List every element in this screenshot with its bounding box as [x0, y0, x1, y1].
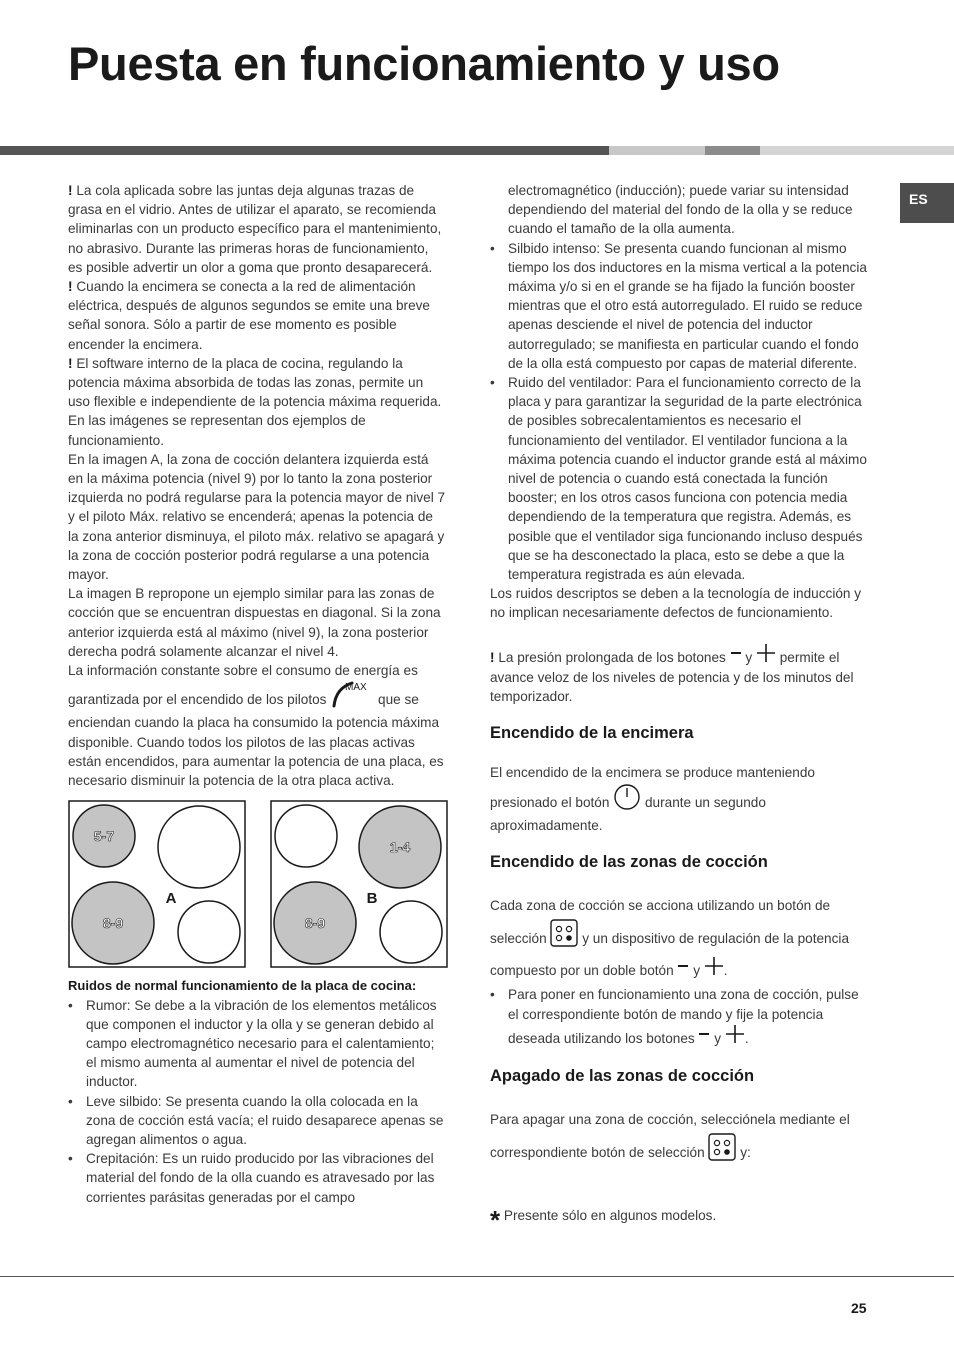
paragraph-text: Cuando la encimera se conecta a la red de alimentación eléctrica, después de algunos segundos se emite una breve señal sonora. Sólo a partir de ese momento es posible encender la encimera.	[68, 279, 430, 352]
paragraph-image-b: La imagen B repropone un ejemplo similar para las zonas de cocción que se encuentran dispuestas en diagonal. Si la zona anterior izquierda está al máximo (nivel 9), la zona posterior derecha podrá solamente alcanzar el nivel 4.	[68, 586, 441, 659]
paragraph-text: Para apagar una zona de cocción, selecciónela mediante el correspondiente botón de selección	[490, 1112, 850, 1161]
list-item: • Crepitación: Es un ruido producido por las vibraciones del material del fondo de la olla cuando es atravesado por las corrientes parásitas generadas por el campo	[68, 1149, 446, 1207]
noise-heading: Ruidos de normal funcionamiento de la placa de cocina:	[68, 978, 417, 994]
minus-icon	[730, 649, 742, 668]
header-bar-pale	[760, 146, 954, 155]
zone-rear-right	[158, 806, 240, 888]
paragraph-noise-close: Los ruidos descriptos se deben a la tecnología de inducción y no implican necesariamente defectos de funcionamiento.	[490, 586, 862, 621]
footnote	[490, 1205, 870, 1236]
zone-level-label: 1-4	[389, 839, 411, 856]
asterisk: *	[490, 1205, 501, 1236]
paragraph-power-connect	[68, 277, 446, 354]
figure-label: A	[165, 890, 177, 908]
zone-level-label: 8-9	[102, 915, 124, 932]
warning-mark: !	[490, 649, 495, 665]
figure-label: B	[366, 890, 378, 908]
plus-icon	[725, 1024, 745, 1049]
selection-button-icon	[550, 919, 578, 956]
warning-mark: !	[68, 279, 73, 295]
paragraph-text: La cola aplicada sobre las juntas deja algunas trazas de grasa en el vidrio. Antes de utilizar el aparato, se recomienda eliminarlas con un producto específico para el mantenimiento, no abrasivo. Durante las primeras horas de funcionamiento, es posible advertir un olor a goma que pronto desaparecerá.	[68, 183, 442, 275]
conjunction: y	[714, 1030, 722, 1046]
paragraph-continued: electromagnético (inducción); puede variar su intensidad dependiendo del material del fondo de la olla y se reduce cuando el tamaño de la olla aumenta.	[508, 183, 853, 237]
paragraph-text: La información constante sobre el consumo de energía es garantizada por el encendido de los pilotos	[68, 663, 418, 708]
paragraph-zones-on: Cada zona de cocción se acciona utilizando un botón de selección y un dispositivo de regulación de la potencia compuesto por un doble botón y .	[490, 892, 870, 985]
paragraph-text: Para poner en funcionamiento una zona de cocción, pulse el correspondiente botón de mando y fije la potencia deseada utilizando los botones	[508, 987, 859, 1046]
paragraph-image-a: En la imagen A, la zona de cocción delantera izquierda está en la máxima potencia (nivel 9) por lo tanto la zona posterior izquierda no podrá regularse para la potencia mayor de nivel 7 y el piloto Máx. relativo se encenderá; apenas la potencia de la zona anterior disminuya, el piloto máx. relativo se apagará y la zona de cocción posterior podrá regularse a una potencia mayor.	[68, 451, 446, 583]
list-item: • Para poner en funcionamiento una zona de cocción, pulse el correspondiente botón de mando y fije la potencia deseada utilizando los botones y .	[490, 985, 870, 1049]
left-column	[68, 181, 446, 1207]
conjunction: y	[693, 963, 701, 979]
language-tab: ES	[900, 183, 954, 223]
list-item: • Ruido del ventilador: Para el funcionamiento correcto de la placa y para garantizar la seguridad de la parte electrónica de posibles sobrecalentamientos es necesario el funcionamiento del ventilador. El ventilador funciona a la máxima potencia cuando el inductor grande está al máximo nivel de potencia o cuando está conectada la función booster; en los otros casos funciona con potencia media dependiendo de la temperatura que registra. Además, es posible que el ventilador siga funcionando incluso después que se ha desconectado la placa, esto se debe a que la temperatura registrada es aún elevada.	[490, 373, 870, 584]
footnote-text: Presente sólo en algunos modelos.	[503, 1208, 717, 1224]
paragraph-software	[68, 354, 446, 450]
section-heading-hob-on: Encendido de la encimera	[490, 724, 694, 743]
paragraph-text: durante un segundo aproximadamente.	[490, 794, 766, 833]
header-bar-mid	[705, 146, 760, 155]
paragraph-text: permite el avance veloz de los niveles de potencia y de los minutos del temporizador.	[490, 649, 854, 705]
zone-front-right	[380, 901, 442, 963]
page-title: Puesta en funcionamiento y uso	[68, 37, 780, 90]
selection-button-icon	[708, 1133, 736, 1170]
list-item: • Silbido intenso: Se presenta cuando funcionan al mismo tiempo los dos inductores en la misma vertical a la potencia máxima y/o si en el grande se ha fijado la función booster mientras que el otro está autorregulado. El ruido se reduce apenas desciende el nivel de potencia del inductor autorregulado; se manifiesta en particular cuando el fondo de la olla está compuesto por capas de material diferente.	[490, 239, 870, 373]
paragraph-text: El software interno de la placa de cocina, regulando la potencia máxima absorbida de todas las zonas, permite un uso flexible e independiente de la potencia máxima requerida. En las imágenes se representan dos ejemplos de funcionamiento.	[68, 355, 442, 448]
list-item: • Rumor: Se debe a la vibración de los elementos metálicos que componen el inductor y la olla y se generan debido al campo electromagnético necesario para el calentamiento; el mismo aumenta al aumentar el nivel de potencia del inductor.	[68, 996, 446, 1092]
paragraph-glue	[68, 181, 446, 277]
max-pilot-icon	[330, 680, 374, 713]
minus-icon	[698, 1030, 710, 1049]
warning-mark: !	[68, 183, 73, 198]
page-number: 25	[851, 1300, 867, 1316]
plus-icon	[756, 643, 776, 668]
paragraph-text: que se enciendan cuando la placa ha consumido la potencia máxima disponible. Cuando todos los pilotos de las placas activas están encendidos, para aumentar la potencia de una placa, es necesario disminuir la potencia de la otra placa activa.	[68, 692, 444, 789]
paragraph-pilots	[68, 661, 446, 790]
hob-figure-a	[68, 800, 246, 968]
paragraph-text: y:	[740, 1145, 751, 1161]
paragraph-long-press	[490, 643, 870, 707]
zone-front-right	[178, 901, 240, 963]
list-item: • Leve silbido: Se presenta cuando la olla colocada en la zona de cocción está vacía; el ruido desaparece apenas se agregan alimentos o agua.	[68, 1092, 446, 1150]
paragraph-zones-off	[490, 1106, 870, 1170]
paragraph-text: Cada zona de cocción se acciona utilizando un botón de selección	[490, 898, 831, 947]
plus-icon	[704, 956, 724, 985]
zone-rear-left	[275, 805, 337, 867]
hob-figure-b	[270, 800, 448, 968]
paragraph-hob-on	[490, 763, 870, 835]
paragraph-text: La presión prolongada de los botones	[498, 649, 726, 665]
section-heading-zones-off: Apagado de las zonas de cocción	[490, 1066, 755, 1085]
power-icon	[613, 783, 641, 816]
header-bar-dark	[0, 146, 609, 155]
zone-level-label: 5-7	[93, 828, 115, 845]
section-heading-zones-on: Encendido de las zonas de cocción	[490, 853, 768, 872]
conjunction: y	[745, 649, 753, 665]
right-column	[490, 181, 870, 1236]
header-bar-light	[609, 146, 705, 155]
zone-level-label: 8-9	[304, 915, 326, 932]
minus-icon	[677, 958, 689, 985]
paragraph-text: y un dispositivo de regulación de la potencia compuesto por un doble botón	[490, 931, 849, 979]
warning-mark: !	[68, 355, 73, 371]
paragraph-text: El encendido de la encimera se produce manteniendo presionado el botón	[490, 765, 815, 810]
max-label: MAX	[345, 682, 367, 694]
footer-rule	[0, 1276, 954, 1277]
hob-figures	[68, 800, 448, 968]
